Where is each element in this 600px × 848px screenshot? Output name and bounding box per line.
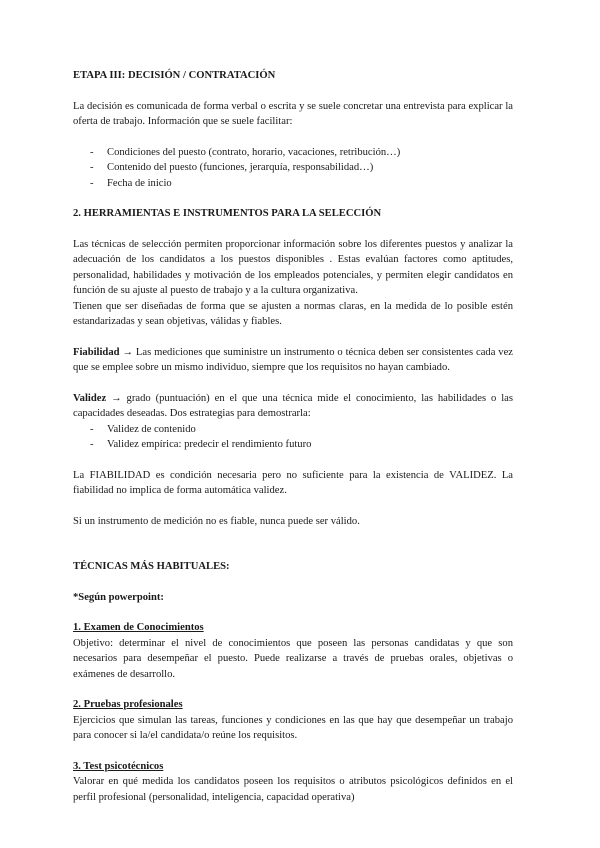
herramientas-paragraph-1: Las técnicas de selección permiten proporcionar información sobre los diferentes puestos y analizar la adecuación de los candidatos a los puestos disponibles . Estas evalúan factores como aptitudes, personalidad, habilidades y motivación de los empleados potenciales, y permiten elegir candidatos en función de su ajuste al puesto de trabajo y a la cultura organizativa. — [73, 238, 513, 296]
list-item: - Fecha de inicio — [90, 176, 513, 192]
validez-term: Validez → — [73, 392, 122, 404]
section-title-tecnicas: TÉCNICAS MÁS HABITUALES: — [73, 561, 230, 572]
list-item: - Validez de contenido — [90, 422, 513, 438]
section-title-etapa3: ETAPA III: DECISIÓN / CONTRATACIÓN — [73, 70, 276, 81]
fiabilidad-text: Las mediciones que suministre un instrumento o técnica deben ser consistentes cada vez que se emplee sobre un mismo individuo, siempre que los requisitos no hayan cambiado. — [73, 346, 513, 373]
validez-list — [73, 422, 513, 453]
etapa3-intro: La decisión es comunicada de forma verbal o escrita y se suele concretar una entrevista para explicar la oferta de trabajo. Información que se suele facilitar: — [73, 100, 513, 127]
fiabilidad-term: Fiabilidad → — [73, 346, 133, 358]
tecnica-text: Valorar en qué medida los candidatos poseen los requisitos o atributos psicológicos definidos en el perfil profesional (personalidad, inteligencia, capacidad operativa) — [73, 776, 513, 803]
validez-definition — [73, 391, 513, 422]
tecnica-text: Ejercicios que simulan las tareas, funciones y condiciones en las que hay que desempeñar un trabajo para conocer si la/el candidata/o reúne los requisitos. — [73, 714, 513, 741]
document-page — [73, 68, 513, 805]
herramientas-paragraph-2: Tienen que ser diseñadas de forma que se ajusten a normas claras, en la medida de lo posible estén estandarizadas y sean objetivas, válidas y fiables. — [73, 300, 513, 327]
etapa3-list — [73, 145, 513, 192]
list-item: - Validez empírica: predecir el rendimiento futuro — [90, 437, 513, 453]
list-item: - Condiciones del puesto (contrato, horario, vacaciones, retribución…) — [90, 145, 513, 161]
section-title-herramientas: 2. HERRAMIENTAS E INSTRUMENTOS PARA LA SELECCIÓN — [73, 208, 382, 219]
tecnica-text: Objetivo: determinar el nivel de conocimientos que poseen las personas candidatas y que son necesarios para desempeñar el puesto. Puede realizarse a través de pruebas orales, objetivas o exámenes de desarrollo. — [73, 637, 513, 680]
validez-text: grado (puntuación) en el que una técnica mide el conocimiento, las habilidades o las capacidades deseadas. Dos estrategias para demostrarla: — [73, 392, 513, 419]
fiabilidad-definition — [73, 345, 513, 376]
fiabilidad-validez-note: La FIABILIDAD es condición necesaria pero no suficiente para la existencia de VALIDEZ. La fiabilidad no implica de forma automática validez. — [73, 469, 513, 496]
tecnica-heading: 2. Pruebas profesionales — [73, 699, 183, 710]
tecnica-heading: 1. Examen de Conocimientos — [73, 622, 204, 633]
list-item: - Contenido del puesto (funciones, jerarquía, responsabilidad…) — [90, 160, 513, 176]
tecnica-heading: 3. Test psicotécnicos — [73, 760, 164, 772]
tecnicas-subtitle: *Según powerpoint: — [73, 591, 164, 603]
fiabilidad-validez-conclusion: Si un instrumento de medición no es fiable, nunca puede ser válido. — [73, 515, 360, 527]
